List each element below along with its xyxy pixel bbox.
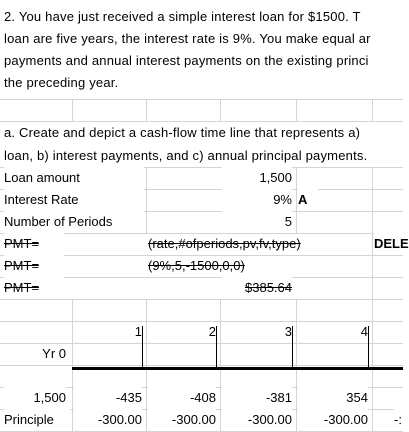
loan-amount-value[interactable]: 1,500 <box>222 167 292 189</box>
cashflow-4[interactable]: 354 <box>298 387 368 409</box>
gridline <box>72 299 73 432</box>
part-a-line-2: loan, b) interest payments, and c) annual principal payments. <box>4 148 368 163</box>
timeline-tick <box>292 326 293 370</box>
interest-rate-label: Interest Rate <box>4 189 144 211</box>
delete-note: DELE <box>374 233 403 255</box>
interest-rate-note: A <box>298 189 318 211</box>
gridline <box>296 299 297 432</box>
problem-line-3: payments and annual interest payments on the existing princi <box>4 53 369 68</box>
gridline <box>146 299 147 432</box>
gridline <box>372 299 373 432</box>
gridline <box>146 211 147 233</box>
part-a-line-1: a. Create and depict a cash-flow time line that represents a) <box>4 125 361 140</box>
principle-2[interactable]: -300.00 <box>148 409 216 431</box>
gridline <box>372 167 373 299</box>
problem-line-1: 2. You have just received a simple interest loan for $1500. T <box>4 9 361 24</box>
timeline-axis <box>72 367 403 370</box>
gridline <box>0 365 403 366</box>
pmt-formula-values[interactable]: (9%,5,-1500,0,0) <box>148 258 245 273</box>
pmt-label-1: PMT= <box>4 233 64 255</box>
gridline <box>372 99 373 121</box>
principle-3[interactable]: -300.00 <box>222 409 292 431</box>
gridline <box>0 299 403 300</box>
gridline <box>0 99 403 100</box>
principle-label: Principle <box>4 409 70 431</box>
cashflow-3[interactable]: -381 <box>222 387 292 409</box>
gridline <box>296 99 297 121</box>
cashflow-yr0[interactable]: 1,500 <box>4 387 66 409</box>
gridline <box>296 167 297 233</box>
pmt-result[interactable]: $385.64 <box>222 277 292 299</box>
principle-1[interactable]: -300.00 <box>74 409 142 431</box>
gridline <box>146 189 147 211</box>
period-1: 1 <box>134 324 142 339</box>
principle-4[interactable]: -300.00 <box>298 409 368 431</box>
gridline <box>220 99 221 121</box>
yr0-label: Yr 0 <box>42 346 66 361</box>
cashflow-1[interactable]: -435 <box>74 387 142 409</box>
problem-line-2: loan are five years, the interest rate is 9%. You make equal ar <box>4 31 371 46</box>
gridline <box>72 99 73 121</box>
timeline-tick <box>142 326 143 370</box>
period-4: 4 <box>360 324 368 339</box>
timeline-tick <box>216 326 217 370</box>
gridline <box>146 167 147 189</box>
period-3: 3 <box>284 324 292 339</box>
gridline <box>146 99 147 121</box>
pmt-label-2: PMT= <box>4 255 64 277</box>
problem-line-4: the preceding year. <box>4 75 119 90</box>
cashflow-2[interactable]: -408 <box>148 387 216 409</box>
periods-value[interactable]: 5 <box>222 211 292 233</box>
pmt-formula-syntax[interactable]: (rate,#ofperiods,pv,fv,type) <box>148 236 301 251</box>
periods-label: Number of Periods <box>4 211 144 233</box>
principle-5-partial[interactable]: -: <box>394 409 403 431</box>
gridline <box>220 299 221 432</box>
period-2: 2 <box>208 324 216 339</box>
pmt-label-3: PMT= <box>4 277 64 299</box>
loan-amount-label: Loan amount <box>4 167 144 189</box>
interest-rate-value[interactable]: 9% <box>222 189 292 211</box>
timeline-tick <box>368 326 369 370</box>
